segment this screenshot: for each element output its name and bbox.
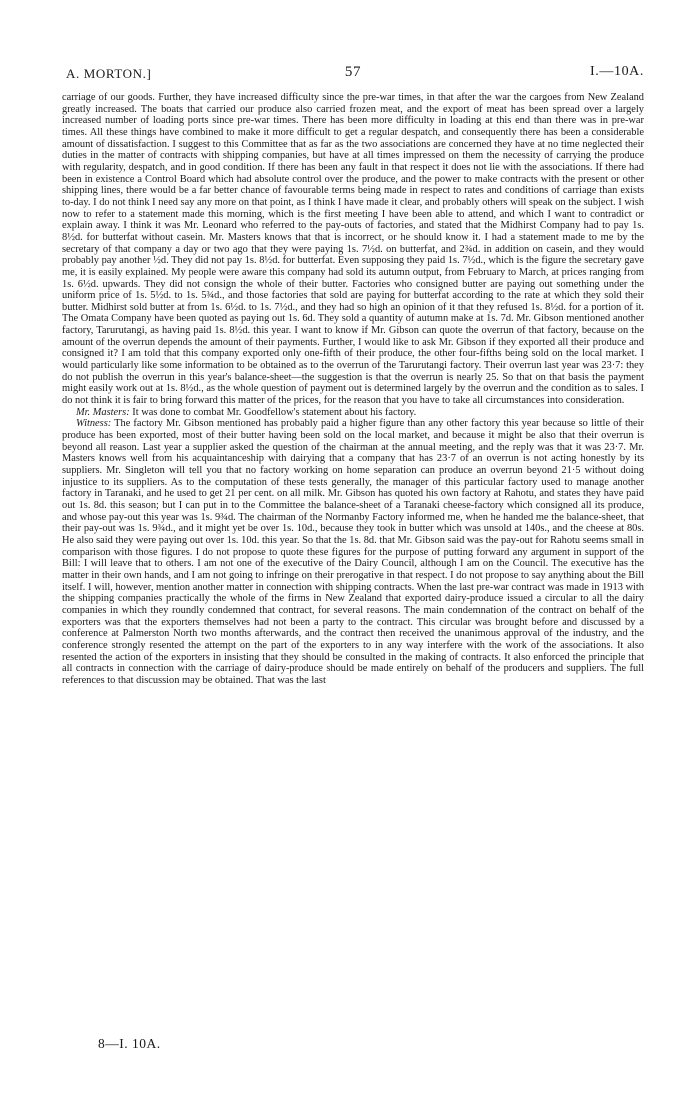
paragraph: [62, 92, 644, 407]
paragraph-text: It was done to combat Mr. Goodfellow's statement about his factory.: [129, 406, 417, 418]
signature-mark: 8—I. 10A.: [98, 1036, 161, 1051]
page-number: 57: [344, 64, 362, 80]
paragraph-text: The factory Mr. Gibson mentioned has probably paid a higher figure than any other factory this year because so little of their produce has been exported, most of their butter having been sold on the local market, and because it might be also that their overrun is beyond all reason. Last year a supplier asked the question of the chairman at the annual meeting, and the reply was that it was 23·7. Mr. Masters knows well from his acquaintanceship with dairying that a company that has 23·7 of an overrun is not acting honestly by its suppliers. Mr. Singleton will tell you that no factory working on home separation can produce an overrun beyond 21·5 without doing injustice to its suppliers. As to the computation of these tests generally, the manager of this particular factory used to manage another factory in Taranaki, and he used to get 21 per cent. on all milk. Mr. Gibson has quoted his own factory at Rahotu, and states they have paid out 1s. 8d. this season; but I can put in to the Committee the balance-sheet of a Taranaki cheese-factory which consigned all its produce, and whose pay-out this year was 1s. 9¾d. The chairman of the Normanby Factory informed me, when he handed me the balance-sheet, that their pay-out was 1s. 9¾d., and it might yet be over 1s. 10d., because they took in butter which was unsold at 140s., and the cheese at 80s. He also said they were paying out over 1s. 10d. this year. So that the 1s. 8d. that Mr. Gibson said was the pay-out for Rahotu seems small in comparison with those figures. I do not propose to quote these figures for the purpose of putting forward any argument in support of the Bill: I will leave that to others. I am not one of the executive of the Dairy Council, although I am on the Council. The executive has the matter in their own hands, and I am not going to infringe on their prerogative in that respect. I do not propose to say anything about the Bill itself. I will, however, mention another matter in connection with shipping contracts. When the last pre-war contract was made in 1913 with the shipping companies practically the whole of the firms in New Zealand that exported dairy-produce issued a circular to all the dairy companies in which they roundly condemned that contract, for several reasons. The main condemnation of the contract on behalf of the exporters was that the exporters themselves had not been a party to the contract. This circular was brought before and discussed by a conference at Palmerston North two months afterwards, and the contract then received the unanimous approval of the industry, and the conference strongly resented the attempt on the part of the exporters to in any way interfere with the work of the associations. It also resented the action of the exporters in insisting that they should be consulted in the making of contracts. It also enforced the principle that all contracts in connection with the carriage of dairy-produce should be made entirely on behalf of the producers and suppliers. The full references to that discussion may be obtained. That was the last: [62, 418, 644, 686]
running-head-author: A. MORTON.]: [66, 66, 152, 81]
paragraph-text: carriage of our goods. Further, they have increased difficulty since the pre-war times, in that after the war the cargoes from New Zealand greatly increased. The boats that carried our produce also carried frozen meat, and the export of meat has been spread over a largely increased number of loading ports since pre-war times. There has been more difficulty in loading at this end than there was in pre-war times. All these things have combined to make it more difficult to get a regular despatch, and consequently there has been a considerable amount of dissatisfaction. I suggest to this Committee that as far as the two associations are concerned they have at no time neglected their duties in the matter of contracts with shipping companies, but have at all times impressed on them the necessity of carrying the produce with regularity, despatch, and in good condition. If there has been any fault in that respect it does not lie with the associations. If there had been in existence a Control Board which had absolute control over the produce, and the power to make contracts with the present or other shipping lines, there would be a far better chance of favourable terms being made in respect to rates and conditions of carriage than exists to-day. I do not think I need say any more on that point, as I think I have made it clear, and probably others will speak on the subject. I wish now to refer to a statement made this morning, which is the first meeting I have been able to attend, and which I want to contradict or explain away. I think it was Mr. Leonard who referred to the pay-outs of factories, and stated that the Midhirst Company had to pay 1s. 8½d. for butterfat without casein. Mr. Masters knows that that is incorrect, or he should know it. I had a statement made to me by the secretary of that company a day or two ago that they were paying 1s. 7½d. on butterfat, and 2¾d. in addition on casein, and they would probably pay another ½d. They did not pay 1s. 8½d. for butterfat. Even supposing they paid 1s. 7½d., which is the figure the secretary gave me, it is easily explained. My people were aware this company had sold its autumn output, from February to March, at prices ranging from 1s. 6½d. upwards. They did not consign the whole of their butter. Factories who consigned butter are paying out something under the uniform price of 1s. 5½d. to 1s. 5¾d., and those factories that sold are paying for butterfat according to the rate at which they sold their butter. Midhirst sold butter at from 1s. 6½d. to 1s. 7½d., and they had so high an opinion of it that they refused 1s. 8½d. for a portion of it. The Omata Company have been quoted as paying out 1s. 6d. They sold a quantity of autumn make at 1s. 7d. Mr. Gibson mentioned another factory, Tarurutangi, as having paid 1s. 8½d. this year. I want to know if Mr. Gibson can quote the overrun of that factory, because on the amount of the overrun depends the amount of their payments. Further, I would like to ask Mr. Gibson if they exported all their produce and consigned it? I am told that this company exported only one-fifth of their produce, the other four-fifths being sold on the local market. I would particularly like some information to be obtained as to the overrun of the Tarurutangi factory. Their overrun last year was 23·7: they do not publish the overrun in this year's balance-sheet—the suggestion is that the overrun is nearly 25. So that on that basis the payment might easily work out at 1s. 8½d., as the whole question of payment out is determined largely by the overrun and the condition as to sales. I do not think it is fair to bring forward this matter of the prices, for the reason that you have to take all circumstances into consideration.: [62, 92, 644, 407]
page-header: [62, 62, 644, 86]
speaker-label: Mr. Masters:: [76, 406, 130, 418]
body-text: [62, 92, 644, 686]
speaker-label: Witness:: [76, 418, 112, 430]
document-page: [62, 62, 644, 1072]
paragraph: [62, 407, 644, 419]
report-code: I.—10A.: [590, 64, 644, 79]
paragraph: [62, 418, 644, 686]
